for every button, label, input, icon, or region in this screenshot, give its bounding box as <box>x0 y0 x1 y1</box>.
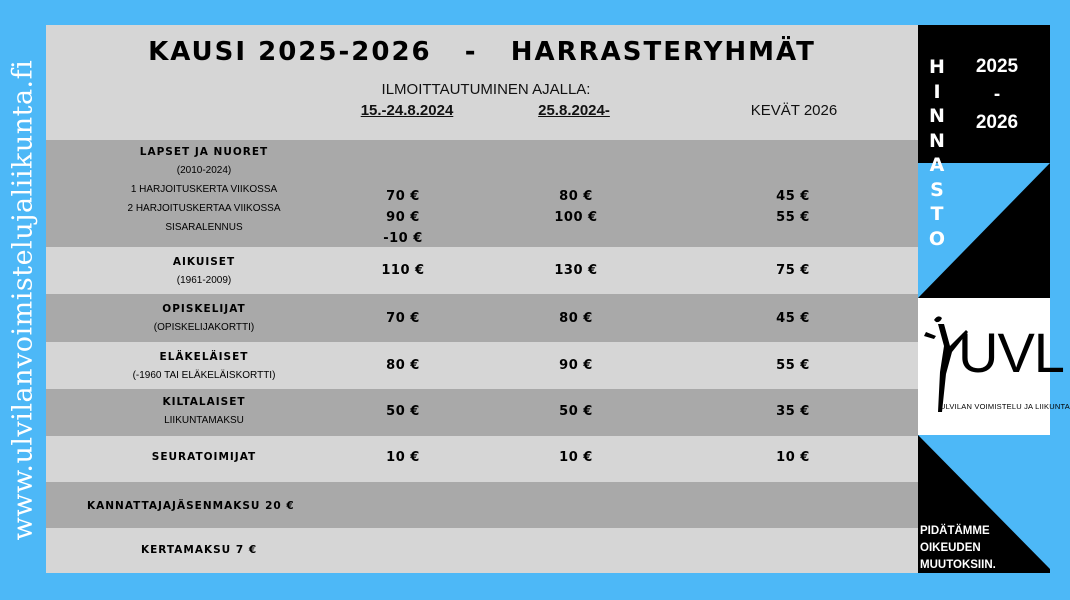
hinnasto-letter: O <box>928 227 946 250</box>
row-opiskelijat <box>46 294 918 342</box>
single-fee: KERTAMAKSU 7 € <box>141 544 258 556</box>
note-line: PIDÄTÄMME <box>920 525 990 537</box>
row-heading: ELÄKELÄISET <box>159 351 249 363</box>
row-heading: KILTALAISET <box>162 396 246 408</box>
price-value: 70 € <box>386 189 420 204</box>
row-kerta <box>46 528 918 573</box>
row-line: 2 HARJOITUSKERTAA VIIKOSSA <box>127 203 281 214</box>
hinnasto-letter: T <box>930 203 944 225</box>
period-early: 15.-24.8.2024 <box>360 102 454 119</box>
row-aikuiset <box>46 247 918 294</box>
year-start: 2025 <box>975 56 1019 77</box>
note-line: MUUTOKSIIN. <box>920 559 996 571</box>
disclaimer-note <box>920 523 996 574</box>
price-value: 10 € <box>386 450 420 465</box>
period-spring: KEVÄT 2026 <box>750 102 838 119</box>
hinnasto-letter: H <box>929 56 945 78</box>
price-value: 70 € <box>386 311 420 326</box>
row-kannattaja <box>46 482 918 528</box>
price-value: -10 € <box>383 231 423 246</box>
price-value: 80 € <box>386 358 420 373</box>
price-value: 10 € <box>776 450 810 465</box>
row-sub: (OPISKELIJAKORTTI) <box>153 322 255 333</box>
logo-subtitle: ULVILAN VOIMISTELU JA LIIKUNTA <box>940 402 1070 411</box>
row-sub: (-1960 TAI ELÄKELÄISKORTTI) <box>132 370 276 381</box>
note-line: OIKEUDEN <box>920 542 981 554</box>
row-heading: SEURATOIMIJAT <box>151 451 257 463</box>
panel-year <box>966 53 1028 137</box>
row-sub: LIIKUNTAMAKSU <box>164 415 244 426</box>
row-line: 1 HARJOITUSKERTA VIIKOSSA <box>130 184 278 195</box>
page-title: KAUSI 2025-2026 - HARRASTERYHMÄT <box>148 37 816 67</box>
year-dash: - <box>993 84 1001 105</box>
uvl-logo <box>918 298 1070 435</box>
hinnasto-letter: I <box>933 80 941 103</box>
price-value: 10 € <box>559 450 593 465</box>
hinnasto-letter: N <box>929 105 945 127</box>
period-late: 25.8.2024- <box>538 102 610 119</box>
row-seuratoimijat <box>46 436 918 482</box>
row-heading: AIKUISET <box>172 256 236 268</box>
website-url[interactable]: www.ulvilanvoimistelujaliikunta.fi <box>7 59 39 541</box>
price-value: 45 € <box>776 311 810 326</box>
left-strip <box>0 0 46 600</box>
price-value: 90 € <box>386 210 420 225</box>
registration-subtitle: ILMOITTAUTUMINEN AJALLA: <box>381 81 591 98</box>
row-heading: LAPSET JA NUORET <box>139 146 269 158</box>
price-value: 75 € <box>776 263 810 278</box>
price-value: 130 € <box>554 263 598 278</box>
row-lapset <box>46 140 918 247</box>
hinnasto-vertical <box>926 55 948 251</box>
price-value: 55 € <box>776 210 810 225</box>
price-value: 80 € <box>559 189 593 204</box>
price-value: 50 € <box>386 404 420 419</box>
row-line: SISARALENNUS <box>165 222 243 233</box>
row-sub: (1961-2009) <box>176 275 232 286</box>
price-value: 90 € <box>559 358 593 373</box>
hinnasto-letter: S <box>930 178 944 201</box>
logo-text: UVL <box>958 321 1064 384</box>
side-panel <box>918 25 1070 573</box>
row-heading: OPISKELIJAT <box>162 303 246 315</box>
supporter-fee: KANNATTAJAJÄSENMAKSU 20 € <box>87 500 295 512</box>
row-kiltalaiset <box>46 389 918 436</box>
row-sub: (2010-2024) <box>176 165 232 176</box>
price-value: 110 € <box>381 263 425 278</box>
year-end: 2026 <box>975 112 1019 133</box>
hinnasto-letter: N <box>929 129 945 152</box>
row-elakelaiset <box>46 342 918 389</box>
price-value: 50 € <box>559 404 593 419</box>
price-value: 35 € <box>776 404 810 419</box>
price-value: 55 € <box>776 358 810 373</box>
hinnasto-letter: A <box>929 154 945 176</box>
price-value: 45 € <box>776 189 810 204</box>
price-value: 100 € <box>554 210 598 225</box>
price-value: 80 € <box>559 311 593 326</box>
price-table <box>46 25 918 573</box>
